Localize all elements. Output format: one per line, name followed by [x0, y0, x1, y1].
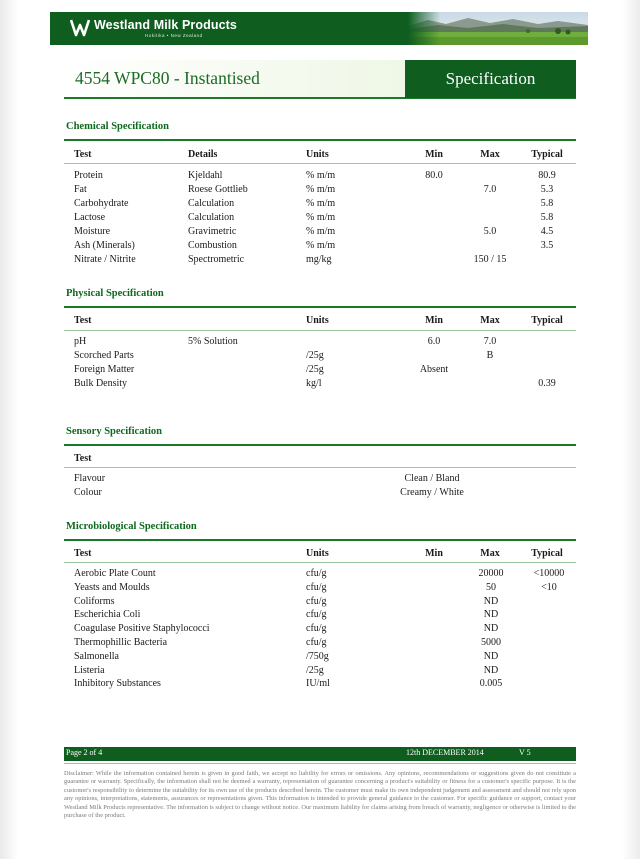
- cell-units: % m/m: [306, 184, 336, 195]
- cell-test: pH: [74, 336, 87, 347]
- cell-test: Ash (Minerals): [74, 240, 135, 251]
- cell-typical: 4.5: [540, 226, 554, 237]
- cell-details: Spectrometric: [188, 254, 245, 265]
- cell-details: Calculation: [188, 212, 235, 223]
- header-underline: [64, 562, 576, 563]
- col-header-test: Test: [74, 453, 92, 464]
- col-header-min: Min: [425, 315, 443, 326]
- version: V 5: [519, 748, 531, 757]
- physical-section-title: Physical Specification: [66, 288, 164, 299]
- col-header-typical: Typical: [531, 315, 563, 326]
- disclaimer-text: Disclaimer: While the information contained herein is given in good faith, we accept no liability for errors or omissions. Any opinions, recommendations or suggestions given do not constitute a guarantee or warranty. Specifically, the information shall not be deemed a warranty, representation of guarantee concerning a product's suitability or fitness for a customer's specific purpose. It is the customer's responsibility to determine the suitability for its own use of the products described herein. The customer must make its own independent judgement and assessment and should not rely upon any opinions, interpretations, statements, assurances or representations given. This information is intended to provide general guidance to the customer. For specific guidance or support, contact your Westland Milk Products representative. The information is subject to change without notice. Our maximum liability for claims arising from breach of warranty, negligence or otherwise is limited to the purchase of the product.: [64, 770, 576, 820]
- cell-max: 5000: [481, 637, 501, 648]
- cell-details: 5% Solution: [188, 336, 238, 347]
- cell-min: 80.0: [425, 170, 443, 181]
- specification-label: Specification: [405, 60, 576, 98]
- cell-test: Bulk Density: [74, 378, 128, 389]
- cell-max: ND: [483, 595, 499, 607]
- cell-units: /25g: [306, 664, 324, 676]
- cell-typical: 5.3: [540, 184, 554, 195]
- cell-units: cfu/g: [306, 637, 327, 648]
- cell-units: /25g: [306, 364, 324, 375]
- cell-units: cfu/g: [306, 609, 327, 621]
- cell-units: % m/m: [306, 212, 336, 223]
- cell-test: Coliforms: [74, 595, 115, 607]
- col-header-typical: Typical: [531, 149, 563, 160]
- cell-max: ND: [483, 664, 499, 676]
- cell-test: Salmonella: [74, 650, 119, 662]
- cell-test: Listeria: [74, 664, 105, 676]
- cell-test: Nitrate / Nitrite: [74, 254, 136, 265]
- cell-units: /25g: [306, 350, 324, 361]
- col-header-max: Max: [480, 315, 500, 326]
- section-divider: [64, 139, 576, 141]
- header-banner: [50, 12, 588, 45]
- cell-test: Lactose: [74, 212, 106, 223]
- cell-units: cfu/g: [306, 568, 327, 579]
- cell-typical: <10000: [533, 568, 565, 579]
- cell-typical: <10: [541, 581, 557, 593]
- cell-max: 150 / 15: [473, 254, 507, 265]
- col-header-test: Test: [74, 149, 92, 160]
- cell-units: cfu/g: [306, 581, 327, 593]
- col-header-units: Units: [306, 548, 329, 559]
- col-header-max: Max: [480, 149, 500, 160]
- col-header-typical: Typical: [531, 548, 563, 559]
- cell-details: Calculation: [188, 198, 235, 209]
- cell-max: ND: [483, 623, 499, 635]
- cell-test: Coagulase Positive Staphylococci: [74, 623, 210, 635]
- cell-typical: 5.8: [540, 212, 554, 223]
- cell-test: Yeasts and Moulds: [74, 581, 150, 593]
- cell-max: ND: [483, 650, 499, 662]
- brand-name: Westland Milk Products: [94, 18, 237, 32]
- cell-typical: 3.5: [540, 240, 554, 251]
- cell-test: Colour: [74, 487, 102, 498]
- header-underline: [64, 163, 576, 164]
- cell-units: /750g: [306, 650, 329, 662]
- footer-bar: [64, 747, 576, 761]
- cell-test: Carbohydrate: [74, 198, 129, 209]
- cell-details: Roese Gottlieb: [188, 184, 248, 195]
- micro-section-title: Microbiological Specification: [66, 521, 197, 532]
- cell-value: Creamy / White: [400, 487, 464, 498]
- cell-details: Kjeldahl: [188, 170, 223, 181]
- cell-min: Absent: [419, 364, 449, 375]
- issue-date: 12th DECEMBER 2014: [406, 748, 484, 757]
- sensory-section-title: Sensory Specification: [66, 426, 162, 437]
- cell-details: Combustion: [188, 240, 237, 251]
- header-underline: [64, 467, 576, 468]
- cell-units: % m/m: [306, 240, 336, 251]
- cell-min: 6.0: [427, 336, 441, 347]
- product-title: 4554 WPC80 - Instantised: [75, 68, 260, 88]
- col-header-test: Test: [74, 315, 92, 326]
- cell-max: ND: [483, 609, 499, 621]
- col-header-min: Min: [425, 548, 443, 559]
- cell-units: % m/m: [306, 226, 336, 237]
- col-header-test: Test: [74, 548, 92, 559]
- cell-units: cfu/g: [306, 595, 327, 607]
- landscape-image: [408, 12, 588, 45]
- chemical-section-title: Chemical Specification: [66, 121, 169, 132]
- cell-test: Thermophillic Bacteria: [74, 637, 168, 648]
- section-divider: [64, 306, 576, 308]
- cell-max: 20000: [478, 568, 504, 579]
- cell-max: 7.0: [483, 184, 497, 195]
- cell-max: 0.005: [479, 678, 503, 690]
- cell-units: IU/ml: [306, 678, 330, 690]
- section-divider: [64, 444, 576, 446]
- cell-max: B: [486, 350, 494, 361]
- page-number: Page 2 of 4: [66, 748, 103, 757]
- cell-test: Protein: [74, 170, 103, 181]
- cell-test: Aerobic Plate Count: [74, 568, 156, 579]
- cell-typical: 80.9: [538, 170, 556, 181]
- cell-test: Escherichia Coli: [74, 609, 141, 621]
- cell-units: % m/m: [306, 198, 336, 209]
- cell-units: cfu/g: [306, 623, 327, 635]
- col-header-details: Details: [188, 149, 218, 160]
- westland-logo-icon: [70, 17, 90, 39]
- cell-typical: 0.39: [538, 378, 556, 389]
- cell-test: Scorched Parts: [74, 350, 134, 361]
- cell-test: Foreign Matter: [74, 364, 135, 375]
- cell-test: Fat: [74, 184, 87, 195]
- footer-divider: [64, 763, 576, 764]
- col-header-max: Max: [480, 548, 500, 559]
- cell-test: Moisture: [74, 226, 111, 237]
- cell-value: Clean / Bland: [404, 473, 460, 484]
- section-divider: [64, 539, 576, 541]
- cell-max: 5.0: [483, 226, 497, 237]
- cell-max: 7.0: [483, 336, 497, 347]
- header-underline: [64, 330, 576, 331]
- cell-typical: 5.8: [540, 198, 554, 209]
- col-header-units: Units: [306, 149, 329, 160]
- cell-details: Gravimetric: [188, 226, 237, 237]
- cell-units: % m/m: [306, 170, 336, 181]
- col-header-min: Min: [425, 149, 443, 160]
- col-header-units: Units: [306, 315, 329, 326]
- brand-subtitle: Hokitika • New Zealand: [145, 33, 203, 38]
- cell-units: mg/kg: [306, 254, 332, 265]
- cell-units: kg/l: [306, 378, 322, 389]
- cell-test: Flavour: [74, 473, 106, 484]
- cell-test: Inhibitory Substances: [74, 678, 161, 690]
- cell-max: 50: [486, 581, 496, 593]
